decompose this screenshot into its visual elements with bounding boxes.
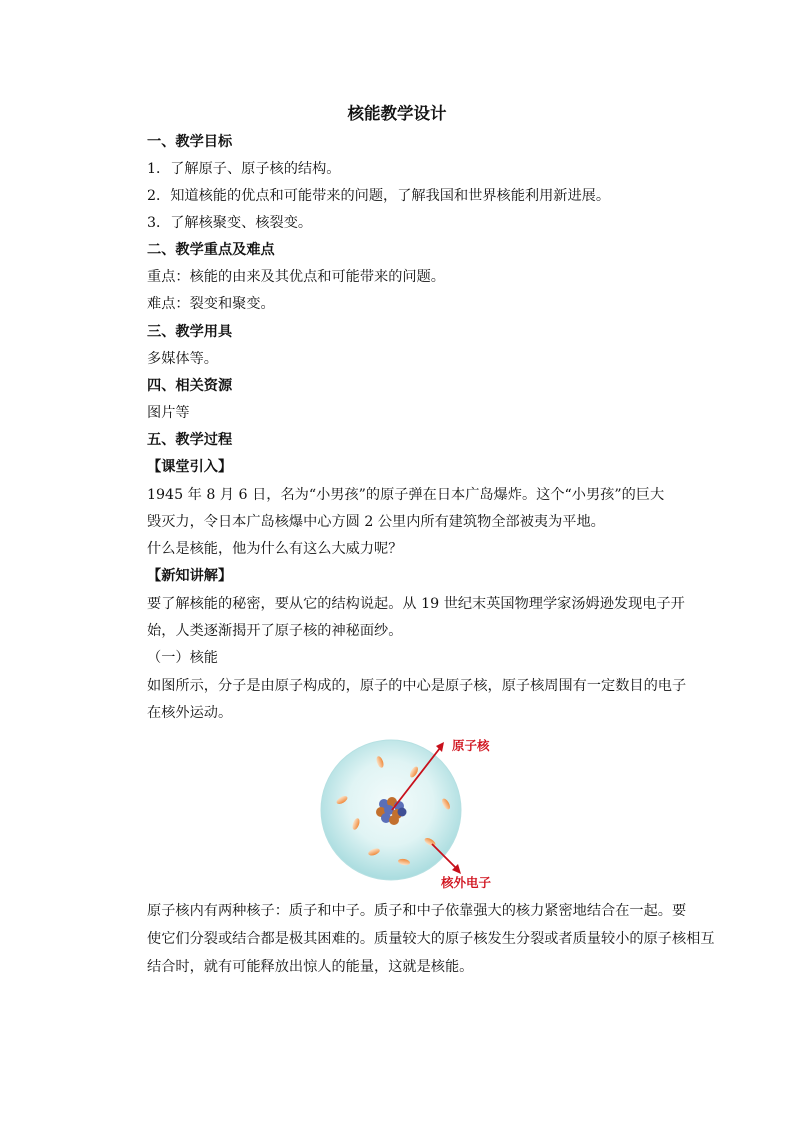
- new-paragraph-1-line-2: 始，人类逐渐揭开了原子核的神秘面纱。: [147, 623, 403, 639]
- new-paragraph-2-line-1: 如图所示，分子是由原子构成的，原子的中心是原子核，原子核周围有一定数目的电子: [147, 678, 687, 694]
- figure-label-electron: 核外电子: [441, 875, 492, 890]
- section-heading-objectives: 一、教学目标: [147, 134, 233, 150]
- tools-text: 多媒体等。: [147, 351, 218, 367]
- section-heading-key-points: 二、教学重点及难点: [147, 242, 275, 258]
- key-point-text: 重点：核能的由来及其优点和可能带来的问题。: [147, 269, 445, 285]
- difficult-point-text: 难点：裂变和聚变。: [147, 296, 275, 312]
- document-title: 核能教学设计: [347, 104, 447, 123]
- section-heading-process: 五、教学过程: [147, 432, 233, 448]
- final-paragraph-line-1: 原子核内有两种核子：质子和中子。质子和中子依靠强大的核力紧密地结合在一起。要: [147, 903, 687, 919]
- section-heading-resources: 四、相关资源: [147, 378, 233, 394]
- final-paragraph-line-2: 使它们分裂或结合都是极其困难的。质量较大的原子核发生分裂或者质量较小的原子核相互: [147, 931, 715, 947]
- final-paragraph-line-3: 结合时，就有可能释放出惊人的能量，这就是核能。: [147, 959, 474, 975]
- objective-item-3: 3．了解核聚变、核裂变。: [147, 215, 313, 231]
- intro-heading: 【课堂引入】: [147, 459, 233, 475]
- intro-question: 什么是核能，他为什么有这么大威力呢？: [147, 541, 403, 557]
- subsection-heading-nuclear-energy: （一）核能: [147, 650, 218, 666]
- figure-label-nucleus: 原子核: [452, 738, 490, 753]
- objective-item-2: 2．知道核能的优点和可能带来的问题，了解我国和世界核能利用新进展。: [147, 188, 611, 204]
- objective-item-1: 1．了解原子、原子核的结构。: [147, 161, 341, 177]
- resources-text: 图片等: [147, 405, 190, 421]
- new-paragraph-1-line-1: 要了解核能的秘密，要从它的结构说起。从 19 世纪末英国物理学家汤姆逊发现电子开: [147, 596, 685, 612]
- intro-paragraph-line-2: 毁灭力，令日本广岛核爆中心方圆 2 公里内所有建筑物全部被夷为平地。: [147, 514, 605, 530]
- intro-paragraph-line-1: 1945 年 8 月 6 日，名为“小男孩”的原子弹在日本广岛爆炸。这个“小男孩”的巨大: [147, 487, 665, 503]
- section-heading-tools: 三、教学用具: [147, 324, 233, 340]
- new-knowledge-heading: 【新知讲解】: [147, 568, 233, 584]
- new-paragraph-2-line-2: 在核外运动。: [147, 705, 233, 721]
